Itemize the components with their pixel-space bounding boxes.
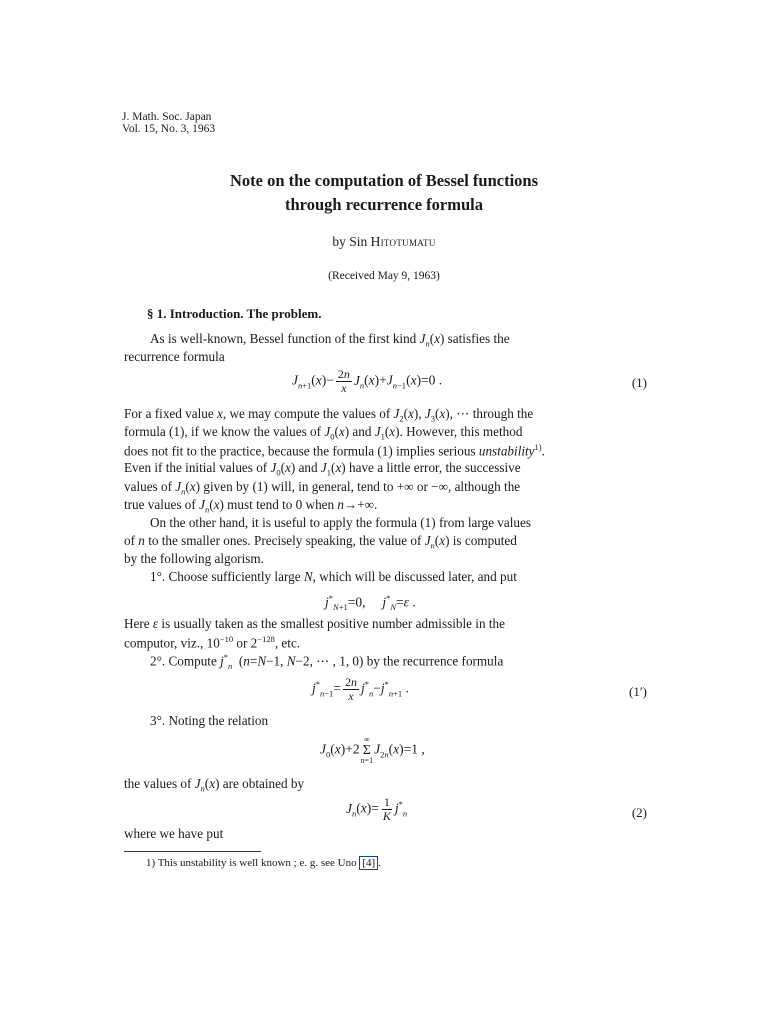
text-line: recurrence formula <box>124 349 225 364</box>
step-1: 1°. Choose sufficiently large N, which will be discussed later, and put <box>150 569 517 584</box>
journal-volume: Vol. 15, No. 3, 1963 <box>122 123 216 135</box>
step-3: 3°. Noting the relation <box>150 713 269 728</box>
equation-number-2: (2) <box>631 805 647 820</box>
text-line: formula (1), if we know the values of $J_0(x)$ and $J_1(x)$. However, this method <box>124 424 523 442</box>
footnote: 1) This unstability is well known ; e. g. see Uno [4] . <box>146 857 381 869</box>
footnote-divider <box>124 851 261 852</box>
text-line: As is well-known, Bessel function of the first kind $J_n(x)$ satisfies the <box>150 331 510 349</box>
text-line: by the following algorism. <box>124 551 264 566</box>
author-line <box>0 234 768 250</box>
text-line: of n to the smaller ones. Precisely speaking, the value of $J_n(x)$ is computed <box>124 533 517 551</box>
equation-relation: $J_0(x)+2$ ∞ Σ n=1 $J_{2n}(x)=1$ , <box>320 735 425 765</box>
equation-1: $J_{n+1}(x)-$ $\frac{2n}{x}$ $J_n(x)+J_{n-1}(x)=0$ . <box>292 367 443 395</box>
section-heading: § 1. Introduction. The problem. <box>147 306 322 321</box>
equation-number-1: (1) <box>631 375 647 390</box>
text-line: Even if the initial values of $J_0(x)$ and $J_1(x)$ have a little error, the successive <box>124 460 521 478</box>
text-line: Here ε is usually taken as the smallest positive number admissible in the <box>124 616 505 631</box>
equation-1prime: $j^*_{n-1}=$ $\frac{2n}{x}$ $j^*_n-j^*_{n+1}$ . <box>312 675 409 703</box>
paper-title-line2: through recurrence formula <box>285 195 483 214</box>
author-by: by Sin <box>332 234 368 249</box>
text-line: On the other hand, it is useful to apply the formula (1) from large values <box>150 515 531 530</box>
text-line: computor, viz., $10^{-10}$ or $2^{-128}$, etc. <box>124 634 301 651</box>
journal-citation <box>122 111 215 135</box>
text-line: For a fixed value x, we may compute the values of $J_2(x)$, $J_3(x)$, ⋯ through the <box>124 406 534 424</box>
journal-name: J. Math. Soc. Japan <box>122 111 212 123</box>
equation-2: $J_n(x)=$ $\frac{1}{K}$ $j^*_n$ <box>346 795 408 823</box>
text-line: the values of $J_n(x)$ are obtained by <box>124 776 305 794</box>
equation-init: $j^*_{N+1}=0$, $j^*_N=\varepsilon$ . <box>325 593 416 613</box>
text-line: true values of $J_n(x)$ must tend to 0 when n→+∞. <box>124 497 378 515</box>
text-line: values of $J_n(x)$ given by (1) will, in general, tend to +∞ or −∞, although the <box>124 479 521 497</box>
text-line: does not fit to the practice, because the formula (1) implies serious unstability$^{1)}$. <box>124 442 545 459</box>
step-2: 2°. Compute $j^*_n$ (n=N−1, N−2, ⋯ , 1, 0) by the recurrence formula <box>150 652 504 672</box>
equation-number-1prime: (1′) <box>628 684 647 699</box>
text-line: where we have put <box>124 826 224 841</box>
reference-link[interactable]: [4] <box>359 856 378 870</box>
paper-title-line1: Note on the computation of Bessel functions <box>230 171 538 190</box>
author-name: Hitotumatu <box>370 234 436 249</box>
received-date: (Received May 9, 1963) <box>328 270 440 282</box>
